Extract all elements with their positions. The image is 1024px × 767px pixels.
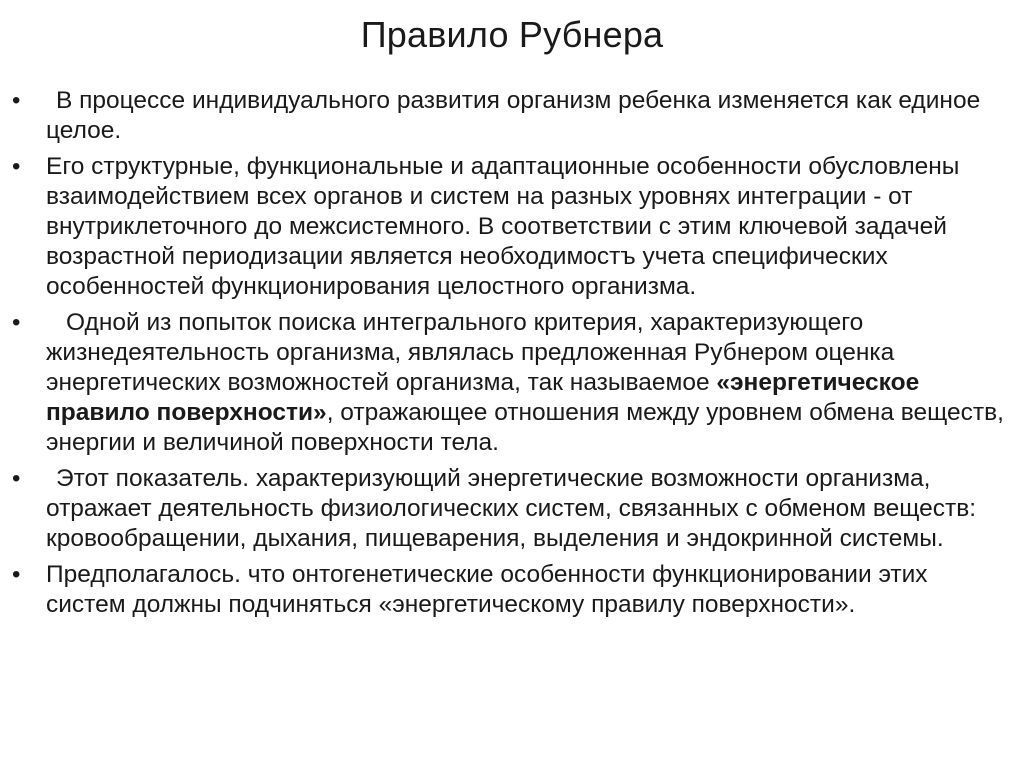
- bullet-item: [0, 86, 1024, 146]
- bullet-dot-icon: •: [12, 153, 21, 180]
- bullet-dot-icon: •: [12, 561, 21, 588]
- bullet-item: [0, 152, 1024, 302]
- bullet-text-part: , отражающее отношения между уровнем обмена веществ, энергии и величиной поверхности тела.: [46, 399, 1004, 456]
- bullet-item: [0, 308, 1024, 458]
- bullet-text: Его структурные, функциональные и адаптационные особенности обусловлены взаимодействием всех органов и систем на разных уровнях интеграции - от внутриклеточного до межсистемного. В соответствии с этим ключевой задачей возрастной периодизации является необходимостъ учета специфических особенностей функционирования целостного организма.: [46, 153, 960, 300]
- bullet-text-bold: «энергетическое правило поверхности»: [46, 369, 920, 426]
- bullet-text-part: Одной из попыток поиска интегрального критерия, характеризующего жизнедеятельность организма, являлась предложенная Рубнером оценка энергетических возможностей организма, так называемое: [46, 309, 895, 396]
- bullet-text: Предполагалось. что онтогенетические особенности функционировании этих систем должны подчиняться «энергетическому правилу поверхности».: [46, 561, 928, 618]
- bullet-text: Этот показатель. характеризующий энергетические возможности организма, отражает деятельность физиологических систем, связанных с обменом веществ: кровообращении, дыхания, пищеварения, выделения и эндокринной системы.: [46, 465, 977, 552]
- bullet-dot-icon: •: [12, 87, 21, 114]
- bullet-item: [0, 464, 1024, 554]
- bullet-text: В процессе индивидуального развития организм ребенка изменяется как единое целое.: [46, 87, 981, 144]
- bullet-item: [0, 560, 1024, 620]
- bullet-dot-icon: •: [12, 465, 21, 492]
- bullet-list: [0, 86, 1024, 626]
- slide-title: Правило Рубнера: [360, 14, 664, 55]
- bullet-dot-icon: •: [12, 309, 21, 336]
- bullet-text: [46, 308, 1008, 458]
